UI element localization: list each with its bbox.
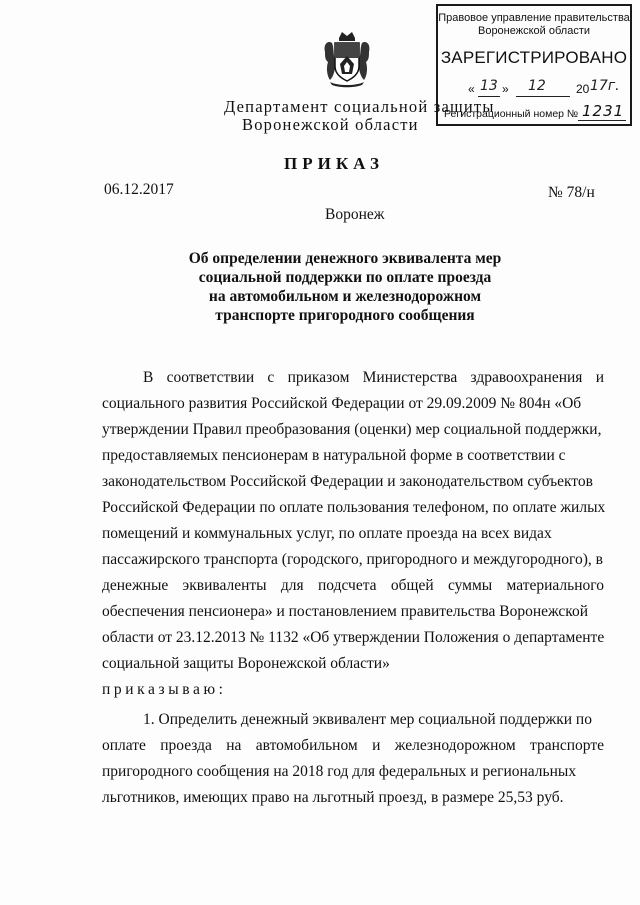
body-line: области от 23.12.2013 № 1132 «Об утверждении Положения о департаменте: [102, 629, 605, 646]
title-line: на автомобильном и железнодорожном: [208, 288, 482, 305]
stamp-reg-label: Регистрационный номер №: [444, 108, 579, 120]
stamp-date-year-prefix: 20: [576, 82, 590, 96]
stamp-reg-number: 1231: [582, 102, 625, 120]
stamp-org-line1: Правовое управление правительства: [438, 12, 630, 24]
body-line: помещений и коммунальных услуг, по оплате проезда на всех видах: [102, 525, 552, 542]
order-word: приказываю:: [102, 681, 227, 698]
stamp-date-month: 12: [528, 78, 546, 94]
body-line: пассажирского транспорта (городского, пригородного и междугородного), в: [102, 551, 603, 568]
body-line: предоставляемых пенсионерам в натуральной форме в соответствии с: [102, 447, 566, 464]
document-number: № 78/н: [548, 184, 595, 201]
stamp-date-year: 17г.: [590, 78, 620, 94]
body-line: обеспечения пенсионера» и постановлением правительства Воронежской: [102, 603, 589, 620]
body-line: утверждении Правил преобразования (оценки) мер социальной поддержки,: [102, 421, 602, 438]
department-name-line2: Воронежской области: [242, 115, 419, 134]
stamp-org-line2: Воронежской области: [477, 25, 590, 37]
department-name-line1: Департамент социальной защиты: [224, 97, 495, 116]
body-line: социального развития Российской Федерации от 29.09.2009 № 804н «Об: [102, 395, 582, 412]
stamp-date-day: 13: [480, 78, 498, 94]
coat-of-arms-emblem: [322, 30, 372, 88]
body-line: 1. Определить денежный эквивалент мер социальной поддержки по: [143, 711, 592, 728]
body-line: социальной защиты Воронежской области»: [102, 655, 390, 672]
stamp-organization: [438, 12, 630, 38]
body-line: пригородного сообщения на 2018 год для федеральных и региональных: [102, 763, 577, 780]
stamp-date: « 13 » 12 20 17г.: [468, 78, 620, 96]
document-type: ПРИКАЗ: [284, 154, 384, 173]
title-line: Об определении денежного эквивалента мер: [188, 250, 502, 267]
body-line: В соответствии с приказом Министерства здравоохранения и: [143, 369, 604, 386]
document-city: Воронеж: [325, 206, 385, 223]
body-line: денежные эквиваленты для подсчета общей суммы материального: [102, 577, 604, 594]
body-line: Российской Федерации по оплате пользования телефоном, по оплате жилых: [102, 499, 606, 516]
body-line: законодательством Российской Федерации и законодательством субъектов: [102, 473, 593, 490]
title-line: социальной поддержки по оплате проезда: [198, 269, 492, 286]
document-title: [120, 249, 570, 325]
body-line: оплате проезда на автомобильном и железнодорожном транспорте: [102, 737, 604, 754]
document-date: 06.12.2017: [104, 181, 174, 198]
title-line: транспорте пригородного сообщения: [215, 307, 475, 324]
body-line: льготников, имеющих право на льготный проезд, в размере 25,53 руб.: [102, 789, 564, 806]
stamp-status: ЗАРЕГИСТРИРОВАНО: [440, 48, 628, 67]
